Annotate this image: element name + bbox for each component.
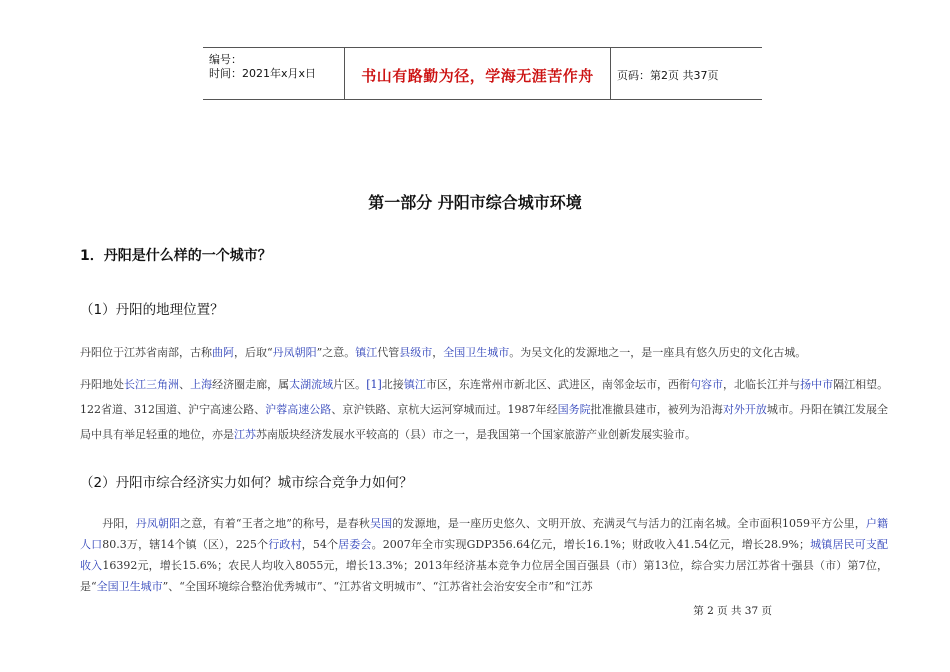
inline-link[interactable]: 扬中市 — [800, 378, 834, 391]
text-run: 、京沪铁路、京杭大运河穿城而过。1987年经 — [331, 403, 558, 416]
inline-link[interactable]: 全国卫生城市 — [443, 346, 510, 359]
text-run: 。为吴文化的发源地之一，是一座具有悠久历史的文化古城。 — [509, 346, 807, 359]
inline-link[interactable]: 城镇居民可支配收入 — [80, 538, 889, 572]
location-paragraph-1 — [80, 340, 888, 365]
text-run: 丹阳， — [80, 517, 136, 530]
part-title: 第一部分 丹阳市综合城市环境 — [368, 193, 582, 212]
page-header — [203, 47, 762, 100]
text-run: ，后取“ — [234, 346, 273, 359]
inline-link[interactable]: 上海 — [190, 378, 213, 391]
text-run: 隔江相望。122省道、312国道、沪宁高速公路、 — [80, 378, 889, 416]
text-run: 批准撤县建市，被列为沿海 — [590, 403, 723, 416]
economy-paragraph — [80, 513, 888, 597]
text-run: 北接 — [381, 378, 404, 391]
inline-link[interactable]: 曲阿 — [212, 346, 234, 359]
inline-link[interactable]: 长江三角洲 — [124, 378, 180, 391]
question-2-heading: （2）丹阳市综合经济实力如何？城市综合竞争力如何？ — [80, 475, 413, 491]
text-run: 之意，有着“王者之地”的称号，是春秋 — [180, 517, 370, 530]
header-motto: 书山有路勤为径，学海无涯苦作舟 — [361, 67, 594, 85]
question-1-heading: （1）丹阳的地理位置？ — [80, 302, 224, 318]
inline-link[interactable]: 丹凤朝阳 — [272, 346, 317, 359]
text-run: 丹阳地处 — [80, 378, 125, 391]
inline-link[interactable]: 句容市 — [689, 378, 724, 391]
inline-link[interactable]: 丹凤朝阳 — [135, 517, 181, 530]
header-meta-cell — [203, 48, 345, 99]
page-footer: 第 2 页 共 37 页 — [693, 605, 772, 617]
text-run: 。2007年全市实现GDP356.64亿元，增长16.1%；财政收入41.54亿元，增长28.9%； — [371, 538, 810, 551]
text-run: 片区。 — [333, 378, 367, 391]
inline-link[interactable]: 县级市 — [399, 346, 433, 359]
inline-link[interactable]: 沪蓉高速公路 — [265, 403, 332, 416]
text-run: ，北临长江并与 — [723, 378, 801, 391]
inline-link[interactable]: 镇江 — [355, 346, 378, 359]
header-number-label: 编号： — [209, 53, 242, 66]
text-run: 、 — [179, 378, 191, 391]
inline-link[interactable]: [1] — [366, 378, 382, 391]
location-paragraph-2 — [80, 372, 888, 447]
inline-link[interactable]: 户籍人口 — [80, 517, 889, 551]
text-run: ，54个 — [301, 538, 339, 551]
text-run: ”之意。 — [316, 346, 356, 359]
text-run: 丹阳位于江苏省南部，古称 — [80, 346, 212, 359]
text-run: ”、“全国环境综合整治优秀城市”、“江苏省文明城市”、“江苏省社会治安安全市”和“江苏 — [162, 580, 593, 593]
inline-link[interactable]: 全国卫生城市 — [96, 580, 163, 593]
text-run: 代管 — [377, 346, 400, 359]
inline-link[interactable]: 太湖流域 — [289, 378, 334, 391]
text-run: 80.3万，辖14个镇（区），225个 — [102, 538, 269, 551]
inline-link[interactable]: 行政村 — [268, 538, 302, 551]
inline-link[interactable]: 江苏 — [234, 428, 256, 441]
inline-link[interactable]: 吴国 — [369, 517, 393, 530]
header-time-label: 时间：2021年x月x日 — [209, 67, 317, 80]
text-run: 经济圈走廊，属 — [212, 378, 290, 391]
text-run: 苏南版块经济发展水平较高的（县）市之一，是我国第一个国家旅游产业创新发展实验市。 — [256, 428, 696, 441]
text-run: 的发源地，是一座历史悠久、文明开放、充满灵气与活力的江南名城。全市面积1059平方公里， — [392, 517, 866, 530]
text-run: 城市。丹阳在镇江发展全局中具有举足轻重的地位，亦是 — [80, 403, 889, 441]
inline-link[interactable]: 居委会 — [338, 538, 372, 551]
header-motto-cell — [345, 48, 611, 99]
section-heading-1: 1．丹阳是什么样的一个城市？ — [80, 248, 272, 264]
text-run: 16392元，增长15.6%；农民人均收入8055元，增长13.3%；2013年经济基本竞争力位居全国百强县（市）第13位，综合实力居江苏省十强县（市）第7位，是“ — [80, 559, 888, 593]
inline-link[interactable]: 镇江 — [403, 378, 426, 391]
header-page-cell — [611, 48, 762, 99]
inline-link[interactable]: 对外开放 — [722, 403, 767, 416]
header-page-info: 页码：第2页 共37页 — [617, 69, 719, 82]
text-run: ， — [432, 346, 444, 359]
text-run: 市区，东连常州市新北区、武进区，南邻金坛市，西衔 — [425, 378, 690, 391]
inline-link[interactable]: 国务院 — [557, 403, 591, 416]
